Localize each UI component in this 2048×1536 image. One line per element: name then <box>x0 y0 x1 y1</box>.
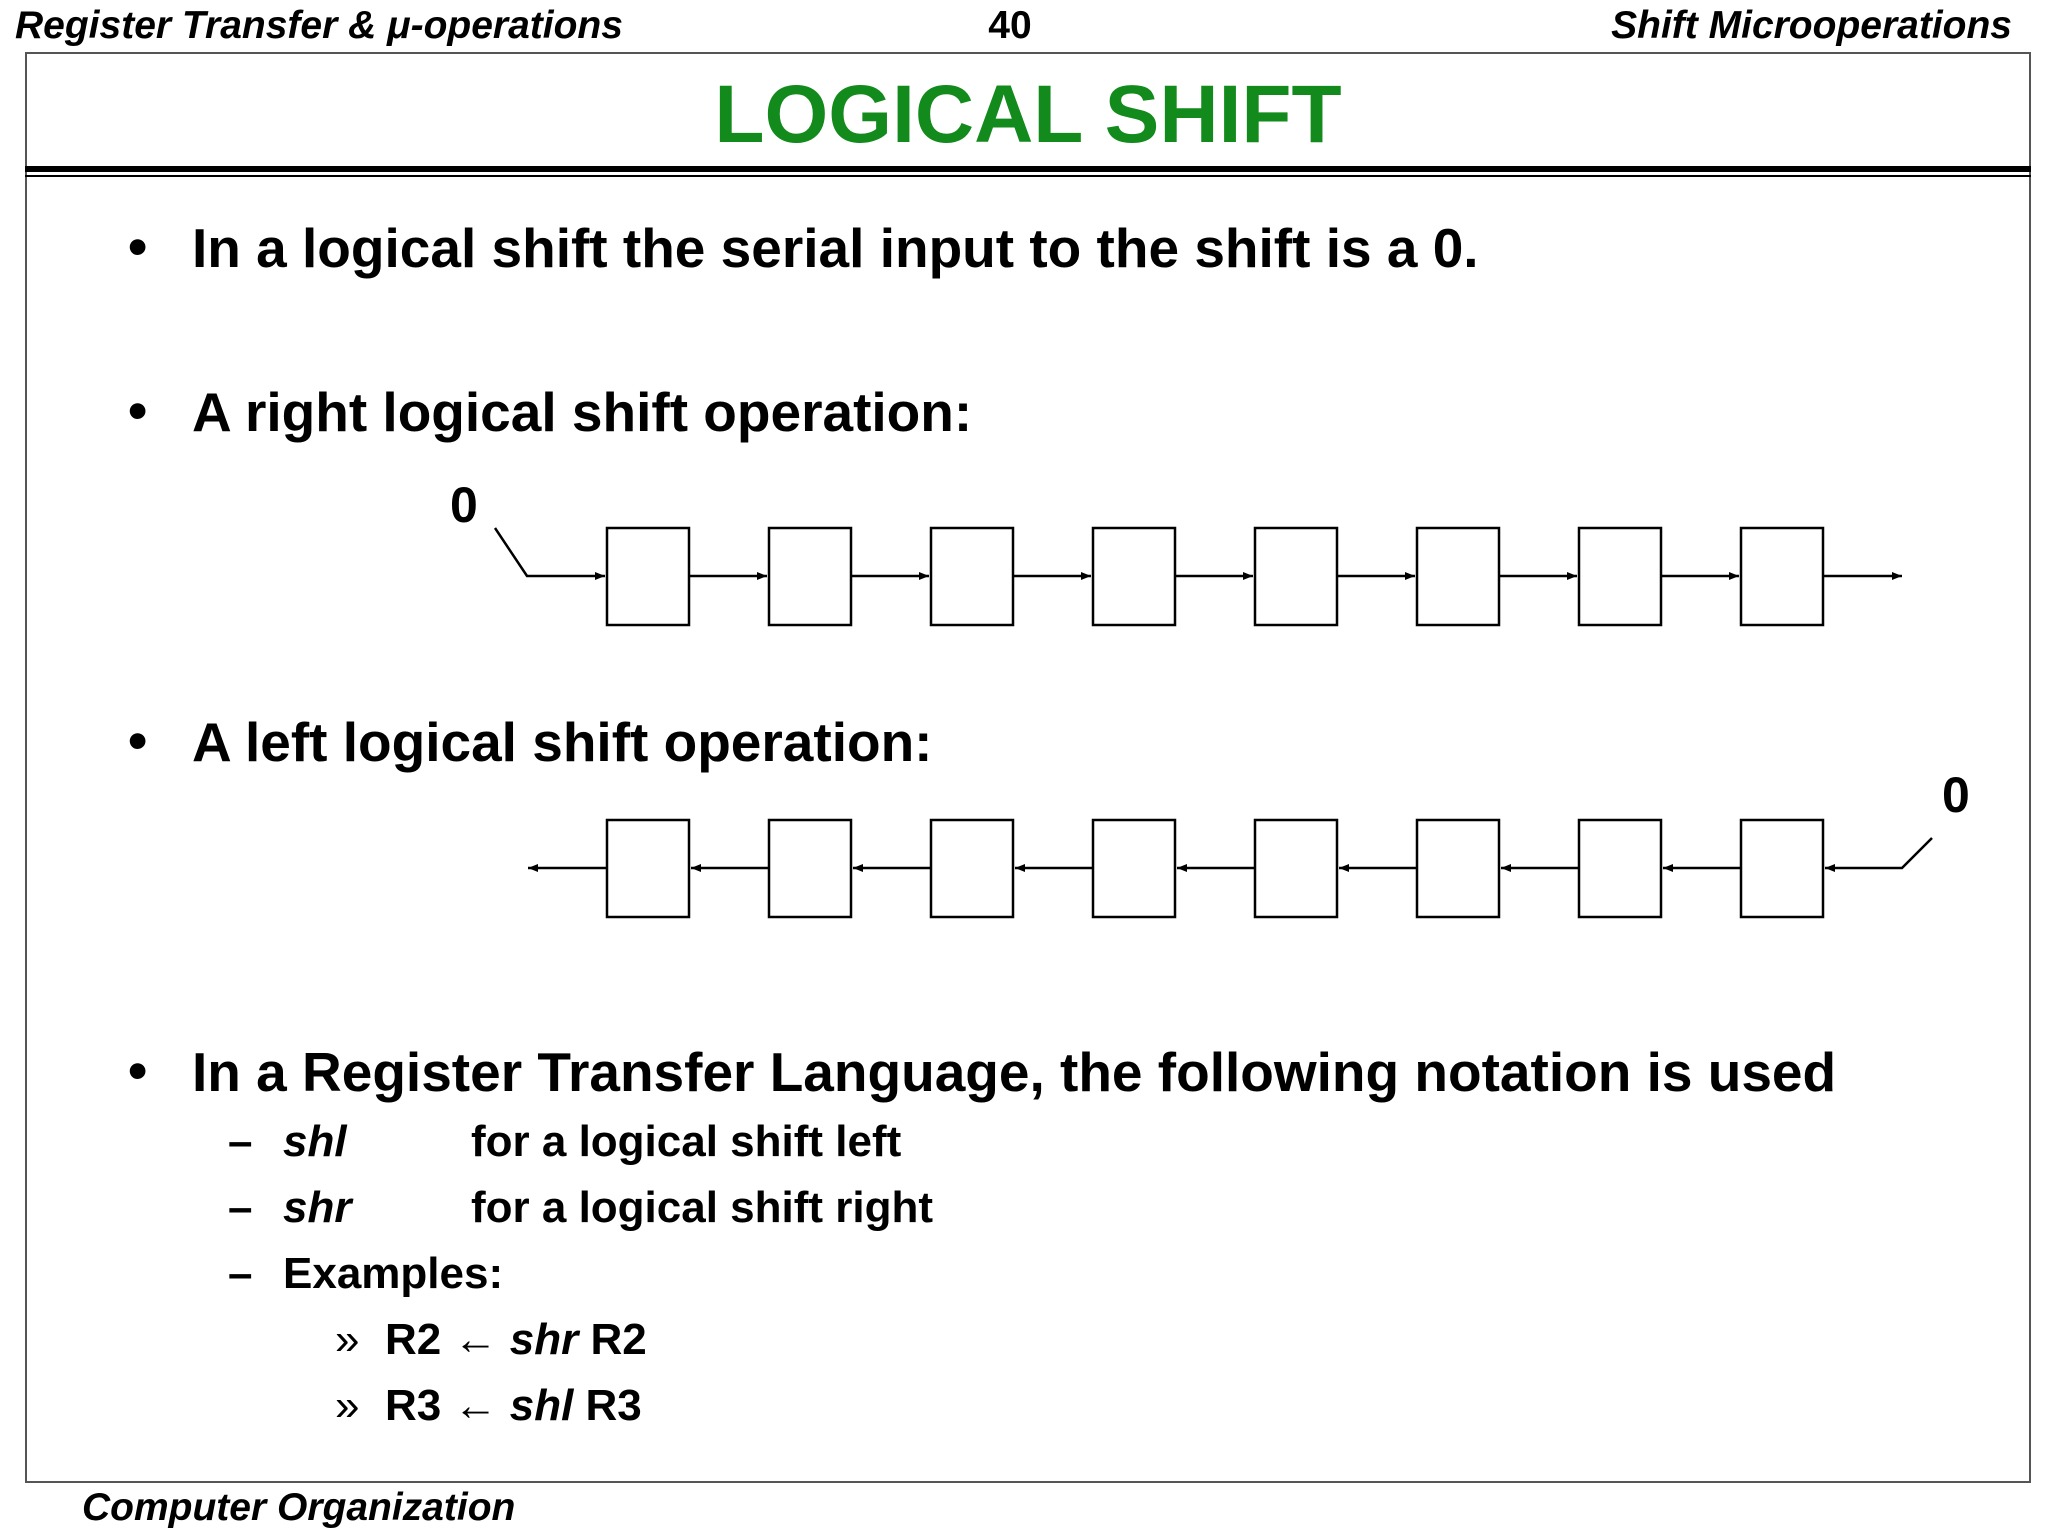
header-page-number: 40 <box>988 4 1032 47</box>
notation-description: for a logical shift right <box>471 1183 934 1232</box>
example-statement <box>385 1381 642 1431</box>
register-cell <box>1417 528 1499 625</box>
register-cell <box>1417 820 1499 917</box>
register-cell <box>607 820 689 917</box>
right-shift-diagram <box>495 528 1902 625</box>
register-cell <box>1579 528 1661 625</box>
slide-title: LOGICAL SHIFT <box>714 69 1342 160</box>
sub-dash: – <box>228 1183 253 1232</box>
footer-course-name: Computer Organization <box>82 1486 516 1529</box>
sub-dash: – <box>228 1249 253 1298</box>
header-section-title: Shift Microoperations <box>1611 4 2012 47</box>
bullet-dot: • <box>128 1039 148 1101</box>
left-shift-diagram <box>528 820 1932 917</box>
example-src: R3 <box>585 1381 642 1430</box>
bullet-dot: • <box>128 215 148 277</box>
bullet-text: A left logical shift operation: <box>192 711 933 773</box>
example-dest: R2 <box>385 1315 442 1364</box>
header-course-title: Register Transfer & μ-operations <box>15 4 623 47</box>
example-src: R2 <box>590 1315 647 1364</box>
notation-description: for a logical shift left <box>471 1117 902 1166</box>
bullet-dot: • <box>128 379 148 441</box>
register-cell <box>769 528 851 625</box>
register-cell <box>1255 820 1337 917</box>
input-arrow <box>1825 838 1932 868</box>
right-shift-input-label: 0 <box>450 477 478 533</box>
register-cell <box>1093 528 1175 625</box>
register-cell <box>1741 820 1823 917</box>
example-marker: » <box>335 1381 360 1430</box>
examples-label: Examples: <box>283 1249 504 1298</box>
register-cell <box>1741 528 1823 625</box>
register-cell <box>1255 528 1337 625</box>
bullet-text: A right logical shift operation: <box>192 381 973 443</box>
bullet-text: In a Register Transfer Language, the following notation is used <box>192 1041 1837 1103</box>
bullet-dot: • <box>128 709 148 771</box>
register-cell <box>607 528 689 625</box>
example-arrow: ← <box>453 1381 498 1430</box>
example-marker: » <box>335 1315 360 1364</box>
left-shift-input-label: 0 <box>1942 767 1970 823</box>
register-cell <box>769 820 851 917</box>
register-cell <box>1579 820 1661 917</box>
register-cell <box>931 820 1013 917</box>
example-statement <box>385 1315 647 1365</box>
example-op: shl <box>509 1381 574 1430</box>
sub-dash: – <box>228 1117 253 1166</box>
input-arrow <box>495 528 605 576</box>
example-arrow: ← <box>453 1315 498 1364</box>
bullet-text: In a logical shift the serial input to the shift is a 0. <box>192 217 1479 279</box>
example-op: shr <box>509 1315 579 1364</box>
register-cell <box>931 528 1013 625</box>
notation-term: shl <box>283 1117 347 1166</box>
register-cell <box>1093 820 1175 917</box>
example-dest: R3 <box>385 1381 442 1430</box>
notation-term: shr <box>283 1183 352 1232</box>
